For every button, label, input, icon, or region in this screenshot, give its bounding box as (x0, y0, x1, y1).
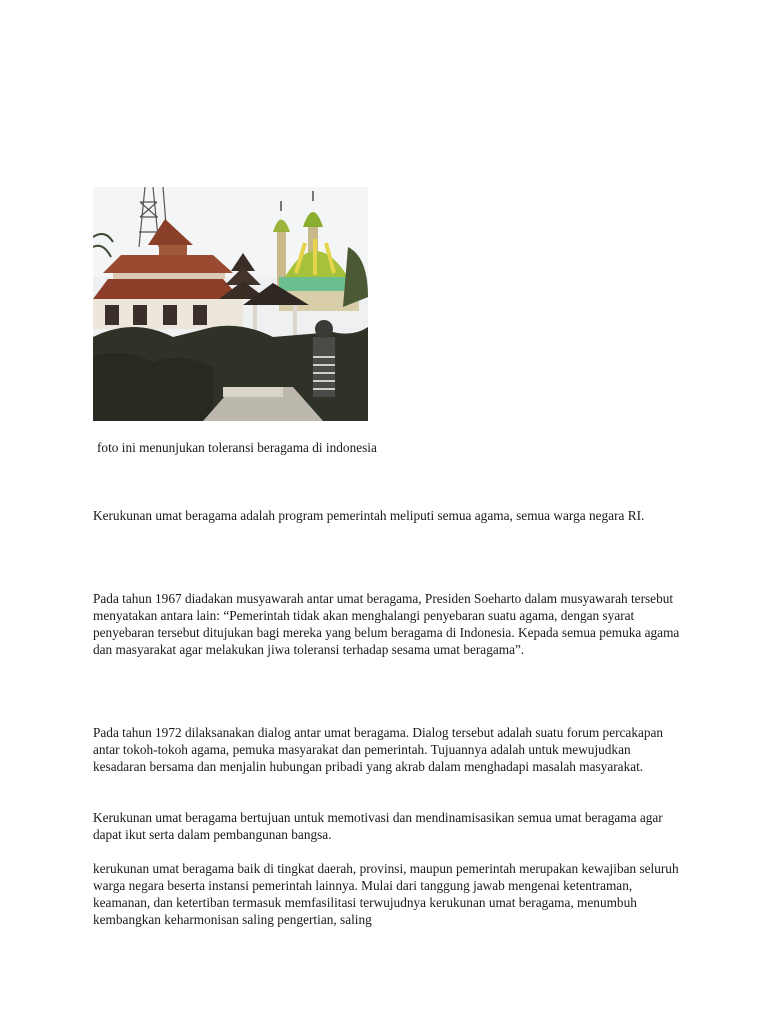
paragraph-5: kerukunan umat beragama baik di tingkat daerah, provinsi, maupun pemerintah merupakan kewajiban seluruh warga negara beserta instansi pemerintah lainnya. Mulai dari tanggung jawab mengenai ketentraman, keamanan, dan ketertiban termasuk memfasilitasi terwujudnya kerukunan umat beragama, menumbuh kembangkan keharmonisan saling pengertian, saling (93, 861, 679, 927)
paragraph-3: Pada tahun 1972 dilaksanakan dialog antar umat beragama. Dialog tersebut adalah suatu forum percakapan antar tokoh-tokoh agama, pemuka masyarakat dan pemerintah. Tujuannya adalah untuk mewujudkan kesadaran bersama dan menjalin hubungan pribadi yang akrab dalam menghadapi masalah masyarakat. (93, 725, 664, 774)
paragraph-1: Kerukunan umat beragama adalah program pemerintah meliputi semua agama, semua warga negara RI. (93, 508, 645, 523)
photo-caption: foto ini menunjukan toleransi beragama di indonesia (97, 440, 377, 455)
paragraph-2: Pada tahun 1967 diadakan musyawarah antar umat beragama, Presiden Soeharto dalam musyawarah tersebut menyatakan antara lain: “Pemerintah tidak akan menghalangi penyebaran suatu agama, dengan syarat penyebaran tersebut ditujukan bagi mereka yang belum beragama di Indonesia. Kepada semua pemuka agama dan masyarakat agar melakukan jiwa toleransi terhadap sesama umat beragama”. (93, 591, 680, 657)
paragraph-4: Kerukunan umat beragama bertujuan untuk memotivasi dan mendinamisasikan semua umat beragama agar dapat ikut serta dalam pembangunan bangsa. (93, 810, 663, 842)
tolerance-photo (93, 187, 368, 421)
